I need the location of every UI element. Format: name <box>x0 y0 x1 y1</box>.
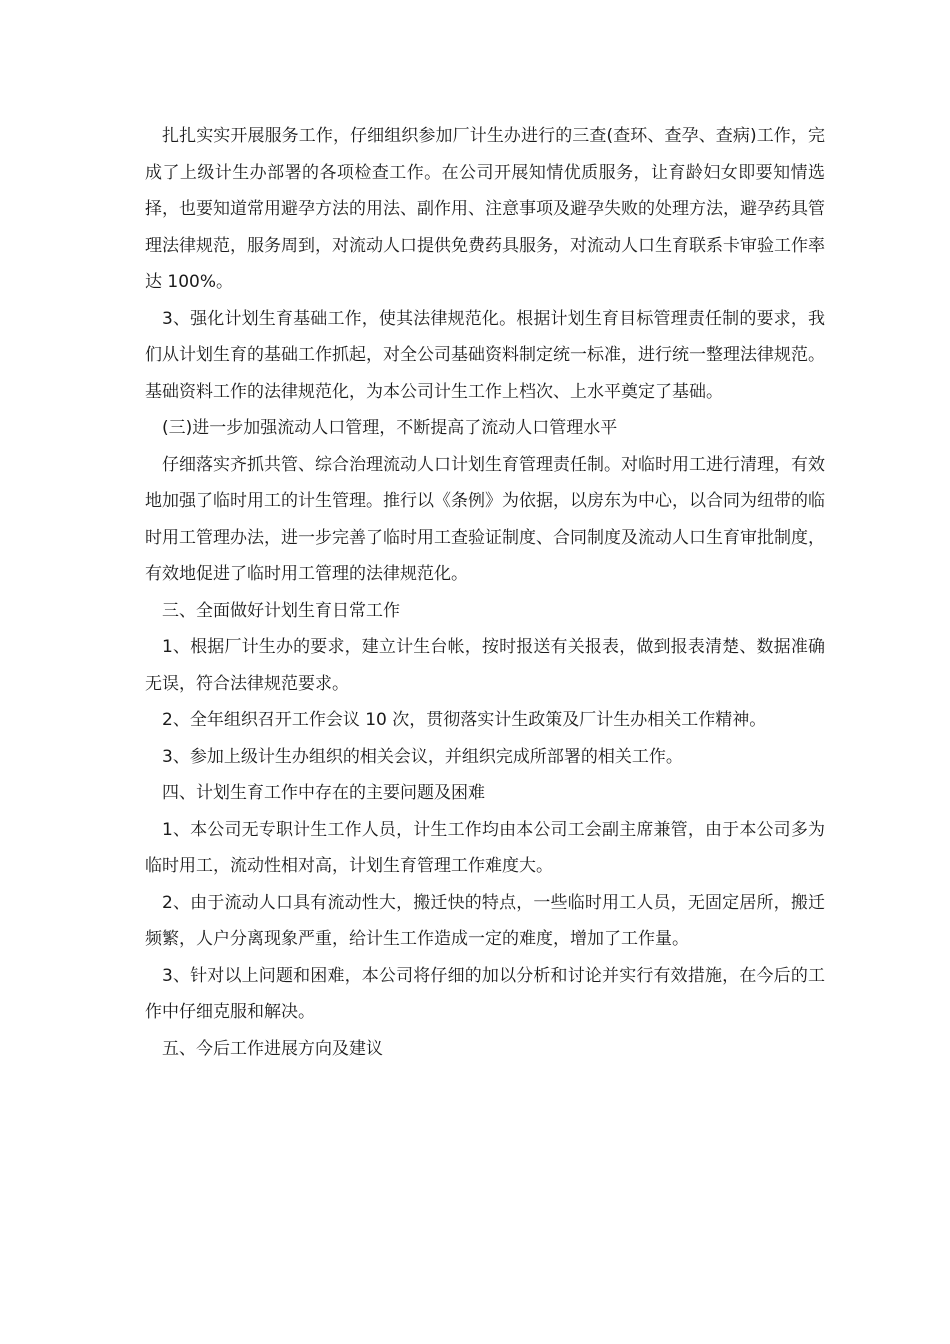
section-heading: (三)进一步加强流动人口管理，不断提高了流动人口管理水平 <box>162 418 618 438</box>
section-heading: 五、今后工作进展方向及建议 <box>162 1038 383 1059</box>
section-heading: 三、全面做好计划生育日常工作 <box>162 600 400 621</box>
document-page <box>145 118 825 1067</box>
paragraph: 3、针对以上问题和困难，本公司将仔细的加以分析和讨论并实行有效措施，在今后的工作中仔细克服和解决。 <box>145 965 825 1022</box>
paragraph: 3、强化计划生育基础工作，使其法律规范化。根据计划生育目标管理责任制的要求，我们从计划生育的基础工作抓起，对全公司基础资料制定统一标准，进行统一整理法律规范。基础资料工作的法律规范化，为本公司计生工作上档次、上水平奠定了基础。 <box>145 308 825 402</box>
section-heading: 四、计划生育工作中存在的主要问题及困难 <box>162 783 485 803</box>
paragraph: 仔细落实齐抓共管、综合治理流动人口计划生育管理责任制。对临时用工进行清理，有效地加强了临时用工的计生管理。推行以《条例》为依据，以房东为中心，以合同为纽带的临时用工管理办法，进一步完善了临时用工查验证制度、合同制度及流动人口生育审批制度，有效地促进了临时用工管理的法律规范化。 <box>145 454 825 584</box>
paragraph: 1、本公司无专职计生工作人员，计生工作均由本公司工会副主席兼管，由于本公司多为临时用工，流动性相对高，计划生育管理工作难度大。 <box>145 819 825 876</box>
paragraph: 3、参加上级计生办组织的相关会议，并组织完成所部署的相关工作。 <box>162 746 683 767</box>
paragraph: 2、全年组织召开工作会议 10 次，贯彻落实计生政策及厂计生办相关工作精神。 <box>162 710 767 730</box>
paragraph: 2、由于流动人口具有流动性大，搬迁快的特点，一些临时用工人员，无固定居所，搬迁频繁，人户分离现象严重，给计生工作造成一定的难度，增加了工作量。 <box>145 892 825 949</box>
paragraph: 扎扎实实开展服务工作，仔细组织参加厂计生办进行的三查(查环、查孕、查病)工作，完成了上级计生办部署的各项检查工作。在公司开展知情优质服务，让育龄妇女即要知情选择，也要知道常用避孕方法的用法、副作用、注意事项及避孕失败的处理方法，避孕药具管理法律规范，服务周到，对流动人口提供免费药具服务，对流动人口生育联系卡审验工作率达 100%。 <box>145 126 825 292</box>
paragraph: 1、根据厂计生办的要求，建立计生台帐，按时报送有关报表，做到报表清楚、数据准确无误，符合法律规范要求。 <box>145 637 825 694</box>
